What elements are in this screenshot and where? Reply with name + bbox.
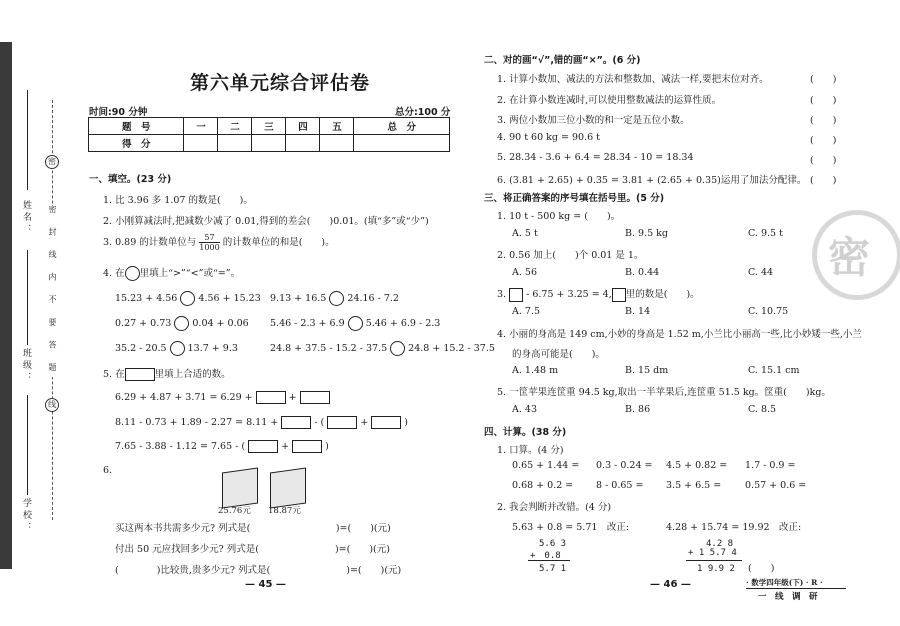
book-icon: [270, 467, 306, 508]
compare-left: 15.23 + 4.56: [115, 293, 178, 304]
answer-box[interactable]: [292, 440, 322, 453]
compare-right: 0.04 + 0.06: [192, 318, 249, 329]
oral-heading: 1. 口算。(4 分): [497, 445, 564, 456]
score-cell[interactable]: [320, 135, 354, 152]
compare-circle[interactable]: [329, 291, 344, 306]
school-label: 学校：: [21, 498, 31, 534]
judge-answer-1[interactable]: ( ): [810, 74, 837, 85]
answer-box[interactable]: [248, 440, 278, 453]
oral-item: 0.65 + 1.44 =: [512, 460, 580, 471]
q6-line-3: ( )比较贵,贵多少元? 列式是( )=( )(元): [115, 565, 402, 576]
compare-left: 35.2 - 20.5: [115, 343, 167, 354]
question-2: 2. 小刚算减法时,把减数少减了 0.01,得到的差会( )0.01。(填“多”或“少”): [103, 216, 429, 227]
score-table: [88, 117, 450, 152]
vertical-calc-2-row-2: + 1 5.7 4: [688, 548, 737, 558]
choice-2-opt-a[interactable]: A. 56: [512, 267, 537, 278]
choice-5-opt-a[interactable]: A. 43: [512, 404, 537, 415]
compare-right: 24.16 - 7.2: [347, 293, 399, 304]
compare-row-1: [115, 291, 261, 306]
compare-right: 24.8 + 15.2 - 37.5: [408, 343, 495, 354]
footer-rule: [746, 588, 846, 589]
class-line: [27, 250, 28, 345]
choice-4-opt-c[interactable]: C. 15.1 cm: [748, 365, 800, 376]
name-line: [27, 90, 28, 190]
choice-4-opt-b[interactable]: B. 15 dm: [625, 365, 669, 376]
choice-3: [497, 286, 700, 302]
oral-item: 3.5 + 6.5 =: [666, 480, 722, 491]
oral-item: 4.5 + 0.82 =: [666, 460, 728, 471]
answer-box[interactable]: [327, 416, 357, 429]
answer-box-sample: [125, 368, 155, 381]
judge-2: 2. 在计算小数连减时,可以使用整数减法的运算性质。: [497, 95, 722, 106]
section-1-heading: 一、填空。(23 分): [89, 174, 172, 185]
compare-circle[interactable]: [174, 316, 189, 331]
compare-circle[interactable]: [180, 291, 195, 306]
choice-3-opt-a[interactable]: A. 7.5: [512, 306, 541, 317]
page-number-left: — 45 —: [245, 579, 286, 590]
judge-3: 3. 两位小数加三位小数的和一定是五位小数。: [497, 115, 690, 126]
question-1: 1. 比 3.96 多 1.07 的数是( )。: [103, 195, 253, 206]
fill-expression: 7.65 - 3.88 - 1.12 = 7.65 - (: [115, 441, 246, 452]
unknown-box: [509, 288, 523, 302]
total-label: 总分:100 分: [395, 107, 451, 118]
answer-box[interactable]: [281, 416, 311, 429]
question-5: [103, 366, 231, 381]
vertical-calc-2-paren[interactable]: ( ): [748, 563, 775, 574]
fraction-denominator: 1000: [199, 243, 220, 252]
oral-item: 1.7 - 0.9 =: [745, 460, 796, 471]
compare-circle-sample: [125, 266, 140, 281]
page-number-right: — 46 —: [650, 579, 691, 590]
book2-price: 18.87元: [268, 506, 301, 516]
answer-box[interactable]: [256, 391, 286, 404]
score-header-cell: 题 号: [89, 118, 184, 135]
score-row-label: 得 分: [89, 135, 184, 152]
choice-4-line-2: 的身高可能是( )。: [512, 349, 605, 360]
compare-circle[interactable]: [348, 316, 363, 331]
choice-3-num: 3.: [497, 289, 507, 300]
score-header-cell: 一: [184, 118, 218, 135]
compare-row-2b: [270, 316, 440, 331]
fraction: [199, 233, 219, 252]
compare-row-1b: [270, 291, 399, 306]
score-header-row: [89, 118, 450, 135]
judge-1: 1. 计算小数加、减法的方法和整数加、减法一样,要把末位对齐。: [497, 74, 769, 85]
class-label: 班级：: [21, 348, 31, 384]
compare-right: 4.56 + 15.23: [198, 293, 261, 304]
book1-price: 25.76元: [218, 506, 251, 516]
score-cell[interactable]: [218, 135, 252, 152]
section-4-heading: 四、计算。(38 分): [484, 427, 567, 438]
exam-title: 第六单元综合评估卷: [190, 72, 371, 94]
judge-answer-4[interactable]: ( ): [810, 135, 837, 146]
judge-4: 4. 90 t 60 kg = 90.6 t: [497, 132, 600, 143]
question-3-text-a: 3. 0.89 的计数单位与: [103, 237, 197, 248]
question-4: [103, 265, 240, 281]
choice-5-opt-b[interactable]: B. 86: [625, 404, 651, 415]
fill-expression: 8.11 - 0.73 + 1.89 - 2.27 = 8.11 +: [115, 417, 279, 428]
vertical-calc-1-row-1: 5.6 3: [530, 539, 567, 549]
score-header-cell: 二: [218, 118, 252, 135]
answer-box[interactable]: [371, 416, 401, 429]
question-5-text-b: 里填上合适的数。: [154, 369, 231, 380]
judge-5: 5. 28.34 - 3.6 + 6.4 = 28.34 - 10 = 18.34: [497, 152, 694, 163]
question-4-text-b: 里填上“>”“<”或“=”。: [139, 268, 241, 279]
oral-item: 8 - 0.65 =: [596, 480, 644, 491]
oral-item: 0.57 + 0.6 =: [745, 480, 807, 491]
choice-2: 2. 0.56 加上( )个 0.01 是 1。: [497, 250, 644, 261]
fill-line-2: 8.11 - 0.73 + 1.89 - 2.27 = 8.11 + - ( + ): [115, 417, 408, 428]
oral-item: 0.3 - 0.24 =: [596, 460, 653, 471]
q6-line-2: 付出 50 元应找回多少元? 列式是( )=( )(元): [115, 544, 390, 555]
question-3: [103, 233, 335, 252]
compare-left: 9.13 + 16.5: [270, 293, 327, 304]
score-cell[interactable]: [354, 135, 450, 152]
choice-3-text: - 6.75 + 3.25 = 4,: [526, 289, 612, 300]
confidential-stamp-char: 密: [828, 233, 871, 282]
compare-right: 13.7 + 9.3: [187, 343, 238, 354]
vertical-calc-2-result: 1 9.9 2: [688, 564, 735, 574]
score-header-cell: 三: [252, 118, 286, 135]
school-line: [27, 395, 28, 495]
answer-box[interactable]: [300, 391, 330, 404]
score-cell[interactable]: [252, 135, 286, 152]
judge-answer-5[interactable]: ( ): [810, 155, 837, 166]
name-label: 姓名：: [21, 200, 31, 236]
no-answer-notice: 密 封 线 内 不 要 答 题: [48, 205, 57, 377]
score-cell[interactable]: [286, 135, 320, 152]
question-6: 6.: [103, 465, 113, 476]
compare-circle[interactable]: [390, 341, 405, 356]
fix-1: 5.63 + 0.8 = 5.71 改正:: [512, 522, 630, 533]
section-2-heading: 二、对的画“√”,错的画“×”。(6 分): [484, 55, 641, 66]
judge-answer-2[interactable]: ( ): [810, 95, 837, 106]
judge-6: 6. (3.81 + 2.65) + 0.35 = 3.81 + (2.65 + 0.35)运用了加法分配律。: [497, 175, 807, 186]
fill-expression: 6.29 + 4.87 + 3.71 = 6.29 +: [115, 392, 253, 403]
seal-char-bottom: 线: [45, 398, 59, 412]
choice-4-opt-a[interactable]: A. 1.48 m: [512, 365, 559, 376]
compare-row-3b: [270, 341, 495, 356]
question-4-text-a: 4. 在: [103, 268, 125, 279]
compare-left: 5.46 - 2.3 + 6.9: [270, 318, 345, 329]
score-row: [89, 135, 450, 152]
compare-circle[interactable]: [170, 341, 185, 356]
choice-3-opt-b[interactable]: B. 14: [625, 306, 651, 317]
choice-2-opt-c[interactable]: C. 44: [748, 267, 774, 278]
score-cell[interactable]: [184, 135, 218, 152]
choice-1-opt-b[interactable]: B. 9.5 kg: [625, 228, 668, 239]
choice-5: 5. 一筐苹果连筐重 94.5 kg,取出一半苹果后,连筐重 51.5 kg。筐重( )kg。: [497, 387, 831, 398]
choice-3-opt-c[interactable]: C. 10.75: [748, 306, 789, 317]
vertical-calc-1-row-2: + 0.8: [530, 551, 561, 561]
score-header-cell: 四: [286, 118, 320, 135]
fraction-numerator: 57: [199, 233, 219, 243]
footer-brand: 一 线 调 研: [758, 592, 818, 602]
choice-2-opt-b[interactable]: B. 0.44: [625, 267, 660, 278]
choice-4-line-1: 4. 小丽的身高是 149 cm,小妙的身高是 1.52 m,小兰比小丽高一些,比小妙矮一些,小兰: [497, 329, 862, 340]
vertical-calc-2-row-1: 4.2 8: [688, 539, 734, 549]
score-header-cell: 五: [320, 118, 354, 135]
compare-right: 5.46 + 6.9 - 2.3: [365, 318, 441, 329]
time-label: 时间:90 分钟: [89, 107, 148, 118]
fix-2: 4.28 + 15.74 = 19.92 改正:: [666, 522, 802, 533]
unknown-box: [612, 288, 626, 302]
footer-book: · 数学四年级(下) · R ·: [746, 578, 823, 587]
score-header-cell: 总 分: [354, 118, 450, 135]
compare-row-2: [115, 316, 249, 331]
seal-char-top: 密: [45, 155, 59, 169]
fill-line-3: 7.65 - 3.88 - 1.12 = 7.65 - ( + ): [115, 441, 329, 452]
choice-5-opt-c[interactable]: C. 8.5: [748, 404, 777, 415]
choice-1-opt-a[interactable]: A. 5 t: [512, 228, 538, 239]
section-3-heading: 三、将正确答案的序号填在括号里。(5 分): [484, 193, 665, 204]
oral-item: 0.68 + 0.2 =: [512, 480, 574, 491]
judge-answer-6[interactable]: ( ): [810, 175, 837, 186]
compare-left: 24.8 + 37.5 - 15.2 - 37.5: [270, 343, 388, 354]
question-3-text-b: 的计数单位的和是( )。: [222, 237, 335, 248]
q6-line-1: 买这两本书共需多少元? 列式是( )=( )(元): [115, 523, 391, 534]
fill-line-1: 6.29 + 4.87 + 3.71 = 6.29 + +: [115, 391, 330, 404]
fix-heading: 2. 我会判断并改错。(4 分): [497, 502, 612, 513]
question-5-text-a: 5. 在: [103, 369, 125, 380]
choice-1: 1. 10 t - 500 kg = ( )。: [497, 211, 621, 222]
compare-left: 0.27 + 0.73: [115, 318, 172, 329]
choice-3-text-b: 里的数是( )。: [625, 289, 700, 300]
choice-1-opt-c[interactable]: C. 9.5 t: [748, 228, 783, 239]
compare-row-3: [115, 341, 238, 356]
vertical-calc-1-result: 5.7 1: [530, 564, 567, 574]
judge-answer-3[interactable]: ( ): [810, 115, 837, 126]
book-icon: [222, 467, 258, 508]
binding-strip: [0, 42, 12, 569]
